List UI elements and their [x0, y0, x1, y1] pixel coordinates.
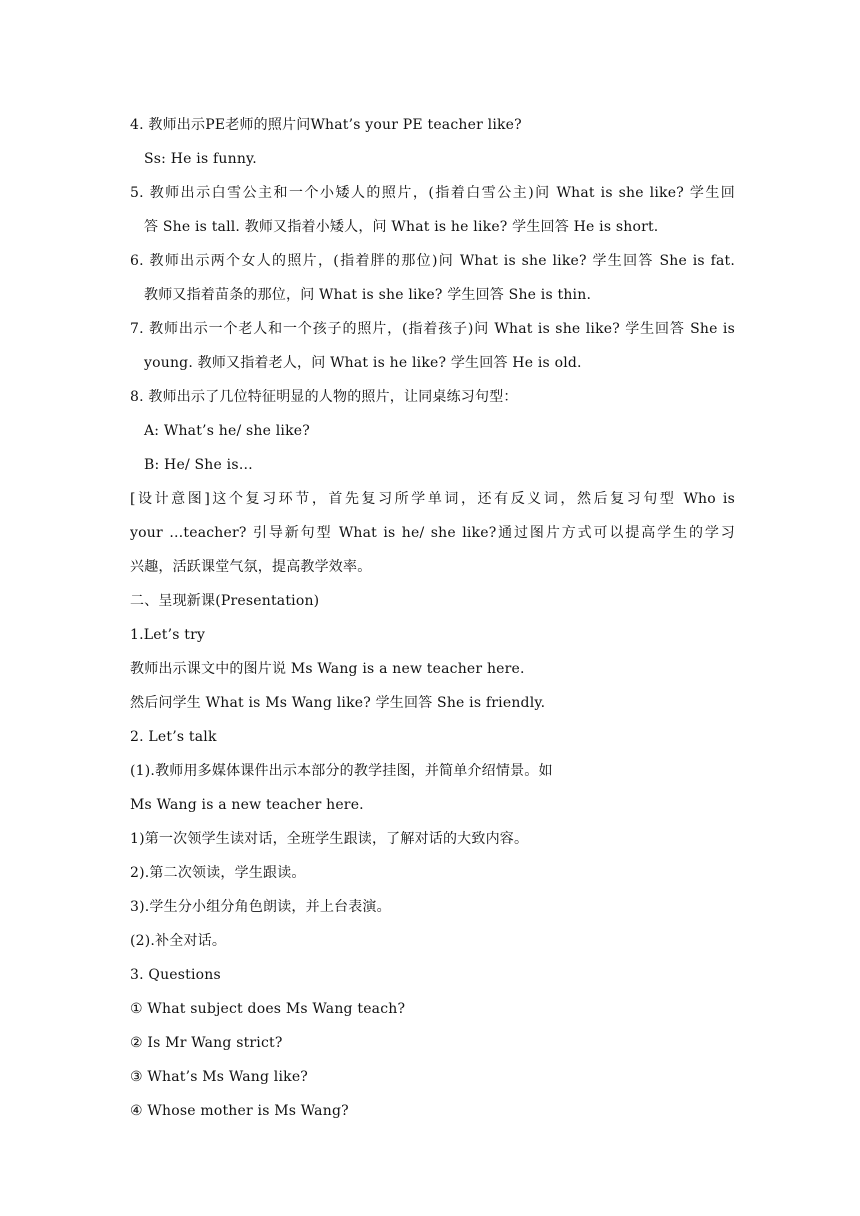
paragraph-ask-students: 然后问学生 What is Ms Wang like? 学生回答 She is friendly. — [130, 695, 546, 711]
list-item-7: 7. 教师出示一个老人和一个孩子的照片，(指着孩子)问 What is she like? 学生回答 She is — [130, 321, 735, 337]
design-intent-paragraph-continued: your …teacher? 引导新句型 What is he/ she like?通过图片方式可以提高学生的学习 — [130, 525, 735, 541]
subheading-questions: 3. Questions — [130, 967, 221, 983]
section-heading-presentation: 二、呈现新课(Presentation) — [130, 593, 320, 609]
list-item-5: 5. 教师出示白雪公主和一个小矮人的照片，(指着白雪公主)问 What is she like? 学生回 — [130, 185, 735, 201]
subheading-lets-talk: 2. Let’s talk — [130, 729, 217, 745]
step-first-reading: 1)第一次领学生读对话，全班学生跟读，了解对话的大致内容。 — [130, 831, 529, 847]
list-item-8: 8. 教师出示了几位特征明显的人物的照片，让同桌练习句型： — [130, 389, 518, 405]
subheading-lets-try: 1.Let’s try — [130, 627, 206, 643]
step-multimedia: (1).教师用多媒体课件出示本部分的教学挂图，并简单介绍情景。如 — [130, 763, 553, 779]
question-2: ② Is Mr Wang strict? — [130, 1035, 283, 1051]
design-intent-paragraph-end: 兴趣，活跃课堂气氛，提高教学效率。 — [130, 559, 372, 575]
list-item-7-continued: young. 教师又指着老人，问 What is he like? 学生回答 He is old. — [144, 355, 582, 371]
question-1: ① What subject does Ms Wang teach? — [130, 1001, 406, 1017]
step-complete-dialogue: (2).补全对话。 — [130, 933, 227, 949]
step-second-reading: 2).第二次领读，学生跟读。 — [130, 865, 306, 881]
list-item-5-continued: 答 She is tall. 教师又指着小矮人，问 What is he like? 学生回答 He is short. — [144, 219, 659, 235]
question-4: ④ Whose mother is Ms Wang? — [130, 1103, 349, 1119]
student-response: Ss: He is funny. — [144, 151, 257, 167]
question-3: ③ What’s Ms Wang like? — [130, 1069, 309, 1085]
list-item-6-continued: 教师又指着苗条的那位，问 What is she like? 学生回答 She is thin. — [144, 287, 592, 303]
document-body — [130, 108, 735, 1128]
dialogue-line-a: A: What’s he/ she like? — [144, 423, 310, 439]
list-item-6: 6. 教师出示两个女人的照片，(指着胖的那位)问 What is she like? 学生回答 She is fat. — [130, 253, 735, 269]
paragraph-show-picture: 教师出示课文中的图片说 Ms Wang is a new teacher here. — [130, 661, 525, 677]
step-role-play: 3).学生分小组分角色朗读，并上台表演。 — [130, 899, 391, 915]
dialogue-line-b: B: He/ She is… — [144, 457, 253, 473]
list-item-4: 4. 教师出示PE老师的照片问What’s your PE teacher like? — [130, 117, 522, 133]
design-intent-paragraph: [设计意图]这个复习环节，首先复习所学单词，还有反义词，然后复习句型 Who is — [130, 491, 735, 507]
example-sentence: Ms Wang is a new teacher here. — [130, 797, 364, 813]
